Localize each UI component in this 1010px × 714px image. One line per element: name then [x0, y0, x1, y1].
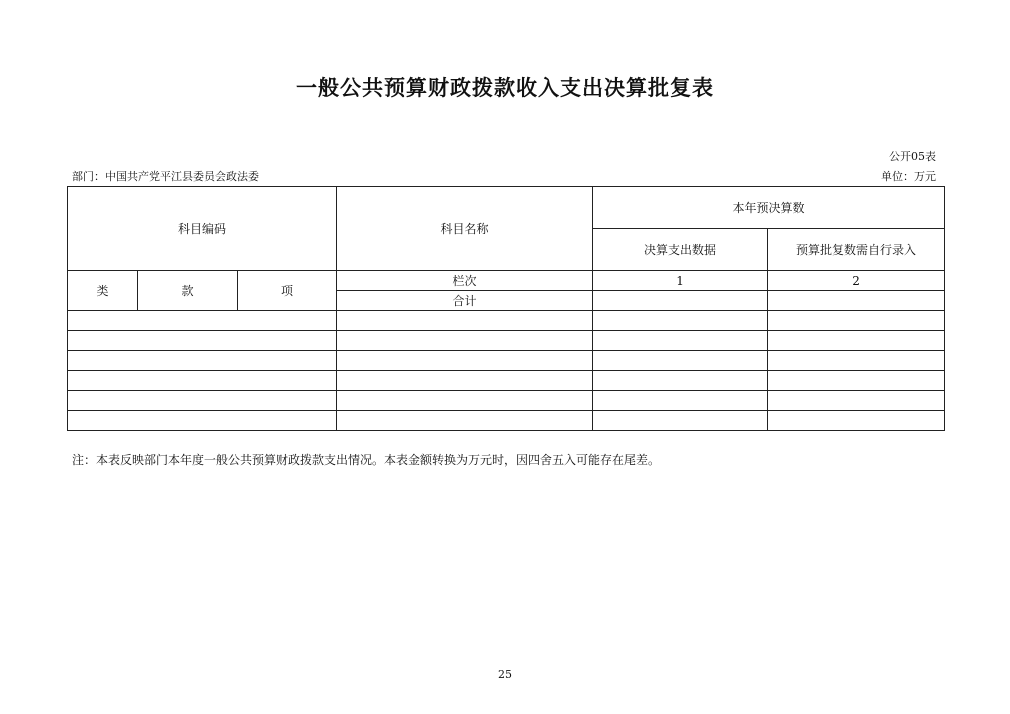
header-item: 项: [238, 271, 337, 311]
row-index: [68, 271, 945, 291]
row-name-cell[interactable]: [337, 411, 593, 431]
row-actual-cell[interactable]: [593, 391, 768, 411]
footnote: 注：本表反映部门本年度一般公共预算财政拨款支出情况。本表金额转换为万元时，因四舍五入可能存在尾差。: [72, 453, 661, 467]
table-row: [68, 351, 945, 371]
total-actual-cell: [593, 291, 768, 311]
table-row: [68, 331, 945, 351]
row-code-cell[interactable]: [68, 391, 337, 411]
row-approved-cell[interactable]: [768, 411, 945, 431]
table-row: [68, 311, 945, 331]
header-row-1: [68, 187, 945, 229]
data-rows: [68, 311, 945, 431]
total-label: 合计: [337, 291, 593, 311]
page-number: 25: [498, 668, 512, 681]
budget-table: [67, 186, 945, 431]
row-approved-cell[interactable]: [768, 351, 945, 371]
row-approved-cell[interactable]: [768, 371, 945, 391]
row-actual-cell[interactable]: [593, 311, 768, 331]
row-actual-cell[interactable]: [593, 351, 768, 371]
row-name-cell[interactable]: [337, 371, 593, 391]
row-index-col1: 1: [593, 271, 768, 291]
header-subject-name: 科目名称: [337, 187, 593, 271]
row-actual-cell[interactable]: [593, 371, 768, 391]
row-name-cell[interactable]: [337, 391, 593, 411]
header-subject-code: 科目编码: [68, 187, 337, 271]
row-code-cell[interactable]: [68, 411, 337, 431]
table-row: [68, 371, 945, 391]
row-actual-cell[interactable]: [593, 331, 768, 351]
row-approved-cell[interactable]: [768, 331, 945, 351]
header-class: 类: [68, 271, 138, 311]
row-code-cell[interactable]: [68, 351, 337, 371]
row-index-col2: 2: [768, 271, 945, 291]
row-actual-cell[interactable]: [593, 411, 768, 431]
row-approved-cell[interactable]: [768, 391, 945, 411]
row-index-label: 栏次: [337, 271, 593, 291]
row-approved-cell[interactable]: [768, 311, 945, 331]
row-name-cell[interactable]: [337, 351, 593, 371]
header-budget-group: 本年预决算数: [593, 187, 945, 229]
row-code-cell[interactable]: [68, 311, 337, 331]
table-row: [68, 391, 945, 411]
row-code-cell[interactable]: [68, 371, 337, 391]
form-code: 公开05表: [889, 150, 936, 163]
row-name-cell[interactable]: [337, 331, 593, 351]
header-actual-expenditure: 决算支出数据: [593, 229, 768, 271]
table-row: [68, 411, 945, 431]
unit-label: 单位：万元: [881, 170, 936, 183]
row-name-cell[interactable]: [337, 311, 593, 331]
header-approved-budget: 预算批复数需自行录入: [768, 229, 945, 271]
total-approved-cell: [768, 291, 945, 311]
department-label: 部门：中国共产党平江县委员会政法委: [72, 170, 259, 183]
row-code-cell[interactable]: [68, 331, 337, 351]
page-title: 一般公共预算财政拨款收入支出决算批复表: [296, 76, 714, 100]
header-section: 款: [138, 271, 238, 311]
